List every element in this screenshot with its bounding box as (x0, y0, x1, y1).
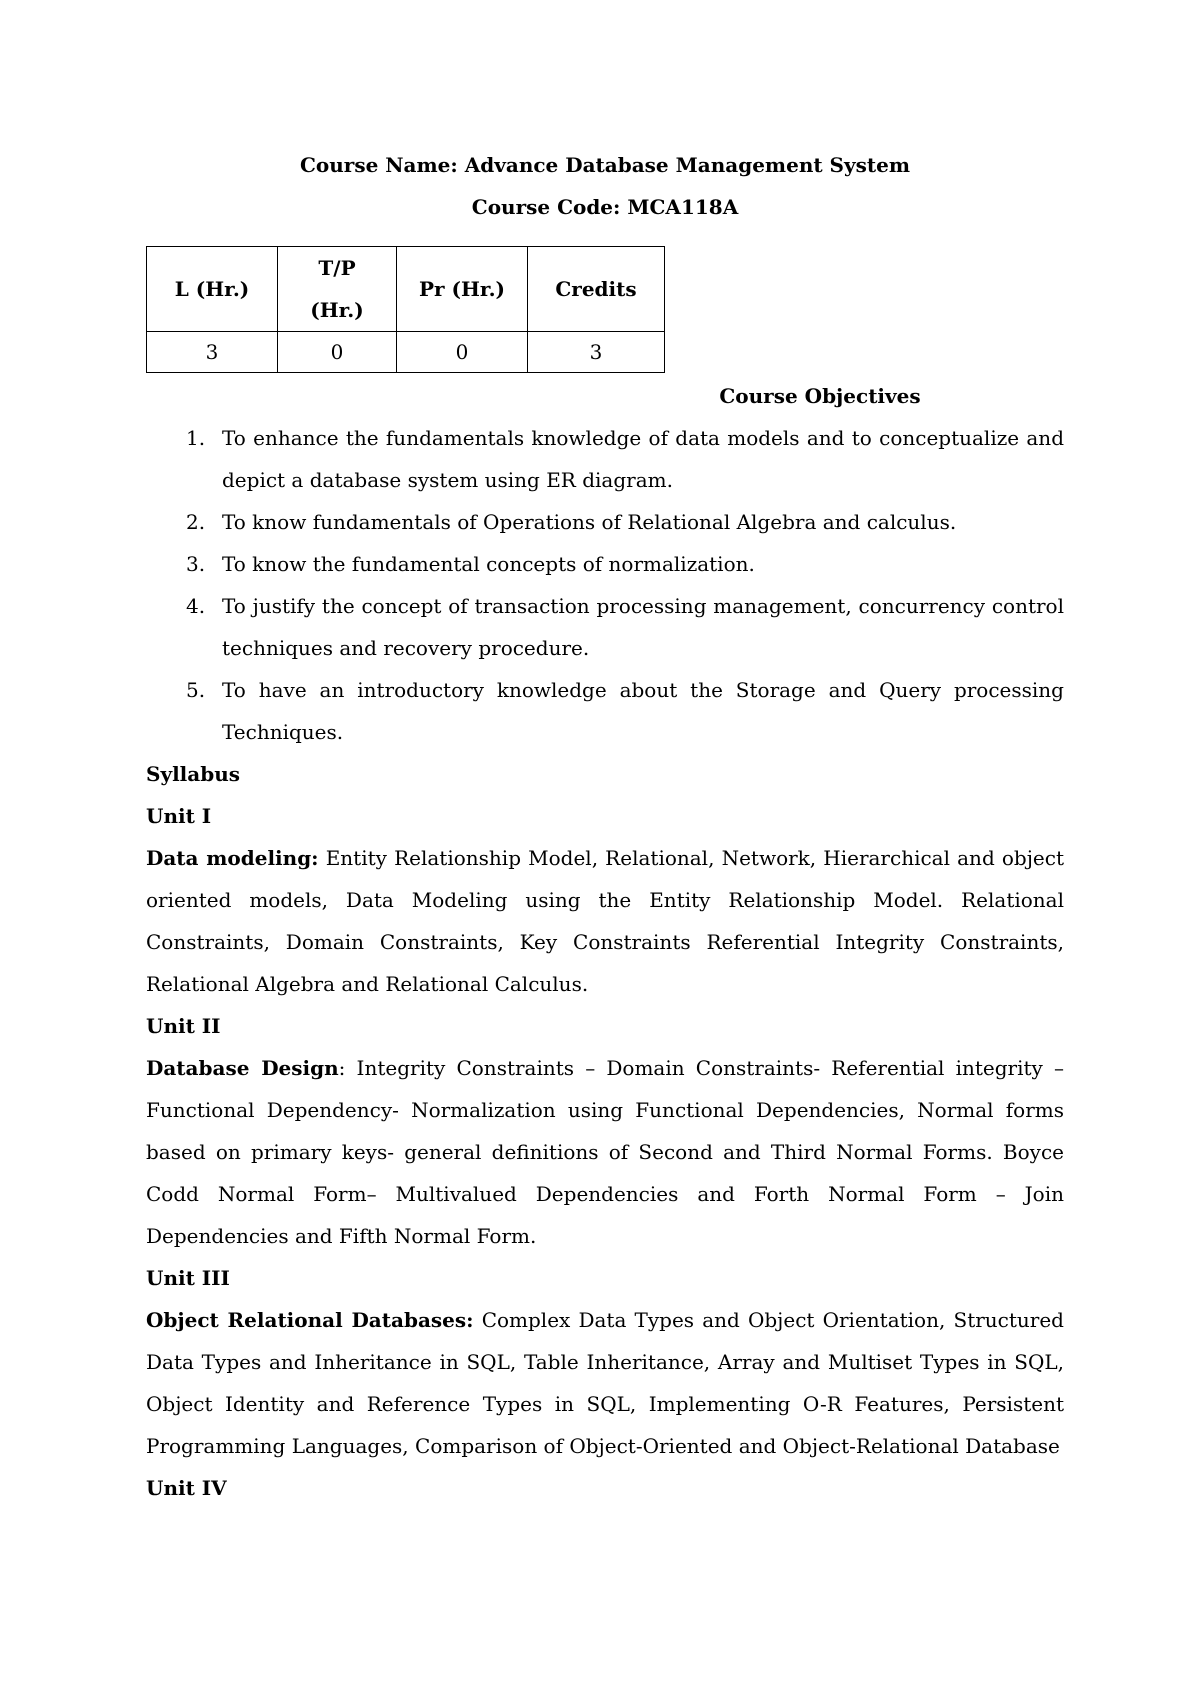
unit-3-title: Unit III (146, 1266, 230, 1290)
value-tutorial-practical-hours: 0 (278, 332, 397, 373)
table-header-row (147, 247, 665, 332)
unit-1-title: Unit I (146, 804, 212, 828)
value-practical-hours: 0 (397, 332, 528, 373)
objective-number: 2. (186, 510, 206, 534)
unit-3-label: Object Relational Databases: (146, 1308, 474, 1332)
objective-text: To have an introductory knowledge about the Storage and Query processing Techniques. (222, 678, 1064, 744)
unit-1-label: Data modeling: (146, 846, 319, 870)
table-values-row (147, 332, 665, 373)
value-lecture-hours: 3 (147, 332, 278, 373)
unit-3-content (146, 1299, 1064, 1467)
unit-1-content (146, 837, 1064, 1005)
document-content (146, 144, 1064, 1509)
unit-2-text: : Integrity Constraints – Domain Constraints- Referential integrity – Functional Dependency- Normalization using Functional Dependencies, Normal forms based on primary keys- general definitions of Second and Third Normal Forms. Boyce Codd Normal Form– Multivalued Dependencies and Forth Normal Form – Join Dependencies and Fifth Normal Form. (146, 1056, 1065, 1248)
list-item (146, 417, 1064, 501)
objective-number: 3. (186, 552, 206, 576)
objective-text: To know the fundamental concepts of normalization. (222, 552, 755, 576)
objective-number: 5. (186, 678, 206, 702)
objective-text: To know fundamentals of Operations of Relational Algebra and calculus. (222, 510, 957, 534)
unit-3-text: Complex Data Types and Object Orientation, Structured Data Types and Inheritance in SQL, Table Inheritance, Array and Multiset Types in SQL, Object Identity and Reference Types in SQL, Implementing O-R Features, Persistent Programming Languages, Comparison of Object-Oriented and Object-Relational Database (146, 1308, 1064, 1458)
objective-text: To enhance the fundamentals knowledge of data models and to conceptualize and depict a database system using ER diagram. (222, 426, 1064, 492)
header-tp-text: T/P (Hr.) (310, 256, 364, 322)
objective-text: To justify the concept of transaction processing management, concurrency control techniques and recovery procedure. (222, 594, 1064, 660)
header-practical-hours: Pr (Hr.) (397, 247, 528, 332)
course-name: Course Name: Advance Database Management System (299, 153, 911, 177)
list-item (146, 501, 1064, 543)
value-credits: 3 (528, 332, 665, 373)
header-tutorial-practical-hours (278, 247, 397, 332)
unit-1-text: Entity Relationship Model, Relational, Network, Hierarchical and object oriented models, Data Modeling using the Entity Relationship Model. Relational Constraints, Domain Constraints, Key Constraints Referential Integrity Constraints, Relational Algebra and Relational Calculus. (146, 846, 1064, 996)
unit-2-content (146, 1047, 1064, 1257)
objective-number: 4. (186, 594, 206, 618)
objective-number: 1. (186, 426, 206, 450)
list-item (146, 543, 1064, 585)
hours-credits-table (146, 246, 665, 373)
unit-2-label: Database Design (146, 1056, 339, 1080)
header-lecture-hours: L (Hr.) (147, 247, 278, 332)
list-item (146, 585, 1064, 669)
list-item (146, 669, 1064, 753)
objectives-list (146, 417, 1064, 753)
course-code: Course Code: MCA118A (471, 195, 739, 219)
syllabus-heading: Syllabus (146, 762, 241, 786)
unit-2-title: Unit II (146, 1014, 221, 1038)
unit-4-title: Unit IV (146, 1476, 227, 1500)
objectives-heading: Course Objectives (719, 384, 921, 408)
header-credits: Credits (528, 247, 665, 332)
